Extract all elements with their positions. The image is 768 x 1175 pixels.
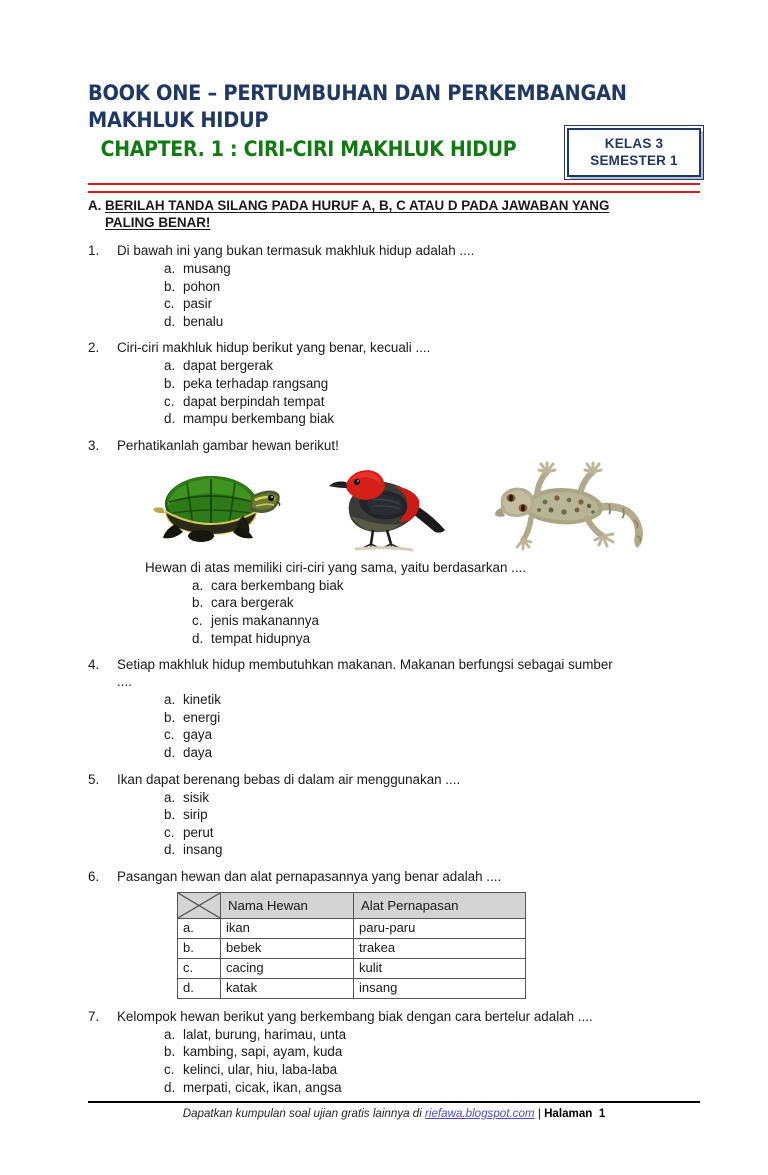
option-key: b.	[164, 278, 176, 294]
option-label: energi	[183, 709, 221, 725]
option-key: d.	[192, 630, 204, 646]
option-c[interactable]	[164, 726, 708, 744]
table-row[interactable]	[178, 958, 526, 978]
option-key: a.	[164, 789, 176, 805]
page-footer	[88, 1106, 700, 1122]
option-key: b.	[164, 807, 176, 823]
option-label: sirip	[183, 807, 208, 823]
question-number: 7.	[88, 1008, 100, 1024]
question-number: 4.	[88, 657, 100, 673]
option-label: sisik	[183, 789, 210, 805]
option-a[interactable]	[164, 357, 708, 375]
option-a[interactable]	[164, 789, 708, 807]
chapter-title: CHAPTER. 1 : CIRI-CIRI MAKHLUK HIDUP	[100, 137, 517, 161]
question-body	[117, 868, 708, 999]
row-key: c.	[178, 958, 221, 978]
table-header-organ: Alat Pernapasan	[354, 892, 526, 918]
option-c[interactable]	[192, 612, 708, 630]
option-c[interactable]	[164, 295, 708, 313]
question-item	[88, 339, 708, 427]
option-key: c.	[164, 824, 175, 840]
option-b[interactable]	[164, 806, 708, 824]
question-number: 5.	[88, 771, 100, 787]
table-row[interactable]	[178, 918, 526, 938]
option-key: a.	[192, 577, 204, 593]
option-a[interactable]	[164, 1026, 708, 1044]
question-body	[117, 771, 708, 859]
option-key: b.	[164, 375, 176, 391]
option-a[interactable]	[192, 577, 708, 595]
bird-image	[329, 460, 449, 560]
option-c[interactable]	[164, 393, 708, 411]
option-key: c.	[192, 612, 203, 628]
section-letter: A.	[88, 198, 102, 213]
question-item	[88, 868, 708, 999]
row-key: a.	[178, 918, 221, 938]
option-list	[117, 357, 708, 427]
question-item	[88, 437, 708, 647]
option-label: dapat bergerak	[183, 358, 274, 374]
option-key: d.	[164, 744, 176, 760]
question-body	[117, 437, 708, 647]
animal-figure-row	[117, 460, 708, 556]
option-label: perut	[183, 824, 214, 840]
option-label: tempat hidupnya	[211, 630, 311, 646]
option-list	[117, 577, 708, 647]
option-label: mampu berkembang biak	[183, 411, 335, 427]
option-key: a.	[164, 1026, 176, 1042]
option-b[interactable]	[164, 709, 708, 727]
option-key: c.	[164, 1062, 175, 1078]
question-number: 1.	[88, 243, 100, 258]
question-text: Di bawah ini yang bukan termasuk makhluk hidup adalah ....	[117, 243, 475, 258]
option-key: b.	[164, 709, 176, 725]
table-row[interactable]	[178, 938, 526, 958]
option-a[interactable]	[164, 260, 708, 278]
pairing-table	[177, 892, 526, 999]
question-item	[88, 771, 708, 859]
header-divider-rule	[88, 183, 700, 193]
option-label: peka terhadap rangsang	[183, 375, 329, 391]
question-text: Pasangan hewan dan alat pernapasannya yang benar adalah ....	[117, 868, 502, 884]
option-key: c.	[164, 296, 175, 312]
turtle-image	[153, 460, 283, 556]
book-title-line-2: MAKHLUK HIDUP	[88, 108, 269, 133]
question-body	[117, 656, 708, 761]
option-label: kinetik	[183, 692, 221, 708]
option-d[interactable]	[164, 1079, 708, 1097]
option-d[interactable]	[192, 630, 708, 648]
option-label: benalu	[183, 313, 224, 329]
option-label: insang	[183, 842, 223, 858]
option-label: pasir	[183, 296, 213, 312]
option-key: d.	[164, 1079, 176, 1095]
section-instruction-text: BERILAH TANDA SILANG PADA HURUF A, B, C ATAU D PADA JAWABAN YANG PALING BENAR!	[105, 198, 610, 230]
row-organ: kulit	[354, 958, 526, 978]
row-organ: insang	[354, 978, 526, 998]
question-number: 6.	[88, 868, 100, 884]
option-d[interactable]	[164, 313, 708, 331]
option-list	[117, 789, 708, 859]
row-organ: paru-paru	[354, 918, 526, 938]
option-list	[117, 260, 708, 330]
option-d[interactable]	[164, 744, 708, 762]
pairing-table-wrap	[117, 892, 708, 999]
section-instruction	[88, 198, 708, 231]
row-animal: cacing	[221, 958, 354, 978]
option-c[interactable]	[164, 824, 708, 842]
option-b[interactable]	[164, 278, 708, 296]
option-key: c.	[164, 393, 175, 409]
option-label: dapat berpindah tempat	[183, 393, 325, 409]
option-key: b.	[192, 595, 204, 611]
row-organ: trakea	[354, 938, 526, 958]
row-key: b.	[178, 938, 221, 958]
option-label: daya	[183, 744, 213, 760]
option-label: gaya	[183, 727, 213, 743]
question-item	[88, 1008, 708, 1096]
title-block	[88, 80, 700, 168]
question-text: Ikan dapat berenang bebas di dalam air menggunakan ....	[117, 771, 461, 787]
row-animal: katak	[221, 978, 354, 998]
option-label: lalat, burung, harimau, unta	[183, 1026, 347, 1042]
row-animal: bebek	[221, 938, 354, 958]
option-label: cara berkembang biak	[211, 577, 344, 593]
class-semester-badge	[567, 128, 701, 177]
table-row[interactable]	[178, 978, 526, 998]
question-number: 3.	[88, 437, 100, 453]
row-animal: ikan	[221, 918, 354, 938]
option-d[interactable]	[164, 841, 708, 859]
option-c[interactable]	[164, 1061, 708, 1079]
gecko-image	[489, 460, 661, 556]
question-text: Ciri-ciri makhluk hidup berikut yang benar, kecuali ....	[117, 340, 431, 356]
document-header	[88, 80, 700, 168]
footer-divider-rule	[88, 1101, 700, 1103]
option-key: c.	[164, 727, 175, 743]
badge-semester: SEMESTER 1	[590, 153, 678, 168]
option-b[interactable]	[192, 594, 708, 612]
question-stem-secondary: Hewan di atas memiliki ciri-ciri yang sama, yaitu berdasarkan ....	[145, 559, 527, 575]
question-number: 2.	[88, 340, 100, 356]
option-key: d.	[164, 313, 176, 329]
footer-separator: |	[534, 1107, 545, 1120]
question-text-continued: ....	[117, 674, 132, 690]
question-text: Perhatikanlah gambar hewan berikut!	[117, 437, 339, 453]
table-header-animal: Nama Hewan	[221, 892, 354, 918]
option-d[interactable]	[164, 410, 708, 428]
option-label: kelinci, ular, hiu, laba-laba	[183, 1062, 338, 1078]
option-a[interactable]	[164, 691, 708, 709]
table-header-row	[178, 892, 526, 918]
option-b[interactable]	[164, 1043, 708, 1061]
option-list	[117, 1026, 708, 1096]
option-b[interactable]	[164, 375, 708, 393]
book-title-line-1: BOOK ONE – PERTUMBUHAN DAN PERKEMBANGAN	[88, 81, 627, 106]
option-label: merpati, cicak, ikan, angsa	[183, 1079, 342, 1095]
option-list	[117, 691, 708, 761]
option-label: jenis makanannya	[211, 612, 319, 628]
row-key: d.	[178, 978, 221, 998]
question-item	[88, 242, 708, 330]
option-label: pohon	[183, 278, 221, 294]
question-body	[117, 339, 708, 427]
option-key: d.	[164, 842, 176, 858]
question-text: Setiap makhluk hidup membutuhkan makanan. Makanan berfungsi sebagai sumber	[117, 657, 613, 673]
question-body	[117, 1008, 708, 1096]
question-text: Kelompok hewan berikut yang berkembang biak dengan cara bertelur adalah ....	[117, 1008, 593, 1024]
option-key: b.	[164, 1044, 176, 1060]
footer-page-value: 1	[598, 1107, 606, 1120]
option-label: kambing, sapi, ayam, kuda	[183, 1044, 343, 1060]
option-key: d.	[164, 411, 176, 427]
option-label: cara bergerak	[211, 595, 294, 611]
option-key: a.	[164, 692, 176, 708]
option-key: a.	[164, 261, 176, 276]
exercise-content	[88, 198, 708, 1096]
option-key: a.	[164, 358, 176, 374]
footer-page-label: Halaman	[544, 1107, 593, 1120]
cross-corner-icon	[178, 892, 221, 918]
question-item	[88, 656, 708, 761]
footer-text: Dapatkan kumpulan soal ujian gratis lainnya di	[182, 1107, 426, 1120]
option-label: musang	[183, 261, 231, 276]
badge-class: KELAS 3	[604, 136, 664, 151]
footer-link[interactable]: riefawa.blogspot.com	[425, 1107, 535, 1120]
question-body	[117, 242, 708, 330]
